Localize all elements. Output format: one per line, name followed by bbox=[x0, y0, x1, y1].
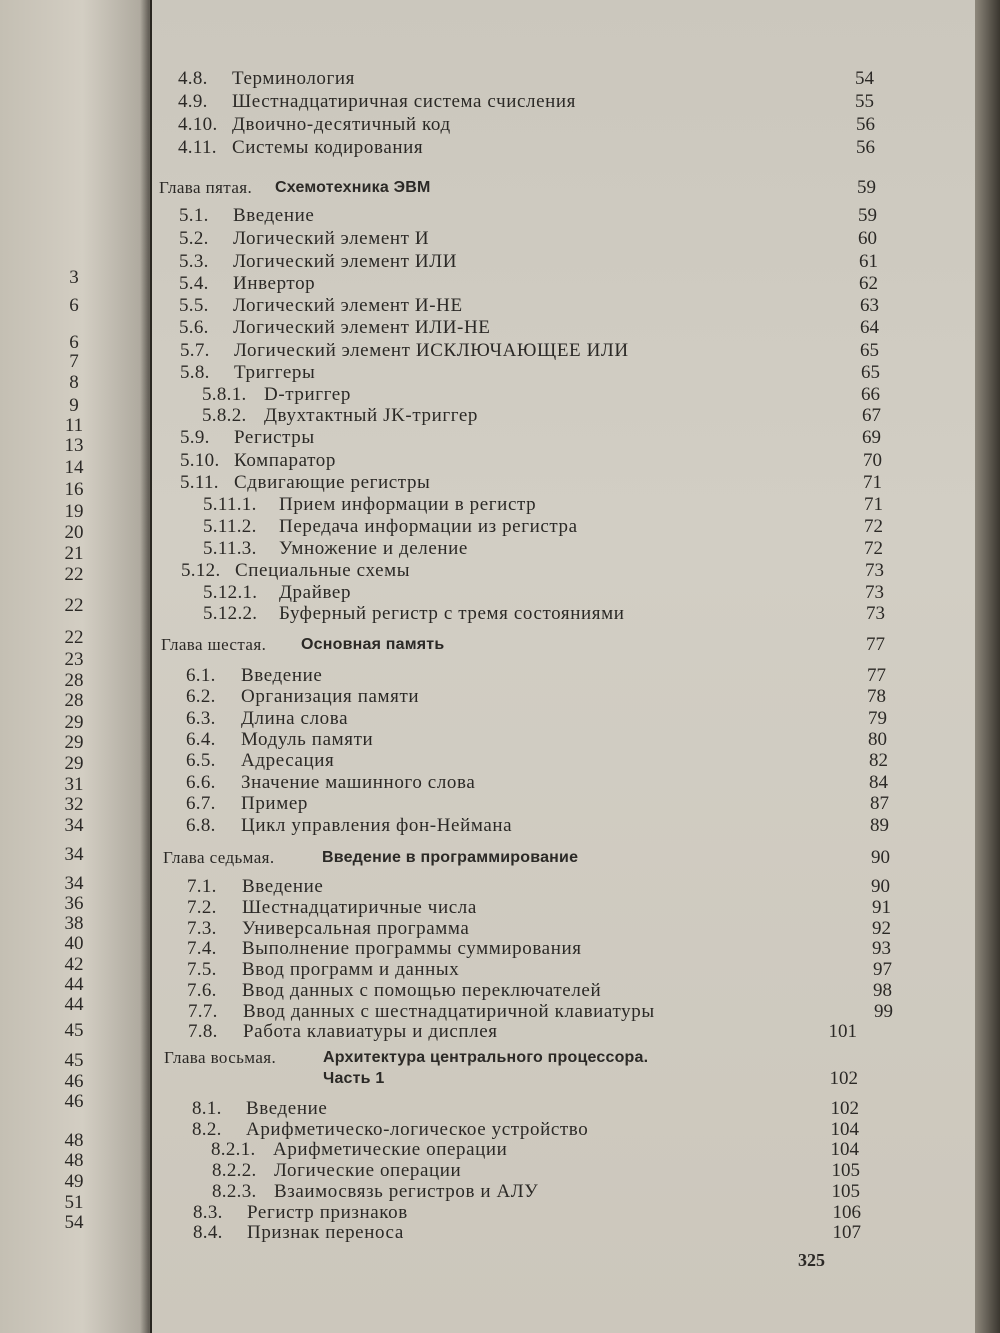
toc-entry bbox=[0, 686, 1000, 708]
section-title: Ввод данных с шестнадцатиричной клавиатуры bbox=[243, 1001, 655, 1022]
section-title: Драйвер bbox=[279, 582, 352, 603]
section-number: 5.12.1. bbox=[203, 582, 258, 603]
page-number: 55 bbox=[855, 91, 874, 112]
page-number: 84 bbox=[869, 772, 888, 793]
left-page-number: 32 bbox=[64, 794, 84, 815]
section-title: Шестнадцатиричные числа bbox=[242, 897, 477, 918]
toc-subentry bbox=[0, 384, 1000, 406]
left-page-number: 34 bbox=[64, 815, 84, 836]
toc-entry bbox=[0, 1098, 1000, 1120]
toc-entry bbox=[0, 772, 1000, 794]
section-title: Системы кодирования bbox=[232, 137, 424, 158]
page-number: 62 bbox=[859, 273, 878, 294]
section-title: Длина слова bbox=[241, 708, 349, 729]
toc-entry bbox=[0, 959, 1000, 981]
page-number: 56 bbox=[856, 114, 875, 135]
section-number: 8.2.3. bbox=[212, 1181, 257, 1202]
page-number: 102 bbox=[830, 1098, 859, 1119]
left-page-number: 28 bbox=[64, 670, 84, 691]
left-page-number: 20 bbox=[64, 522, 84, 543]
page-number: 90 bbox=[871, 876, 890, 897]
section-number: 7.4. bbox=[187, 938, 217, 959]
page-number: 93 bbox=[872, 938, 891, 959]
chapter-label: Глава пятая. bbox=[159, 178, 253, 197]
page-number: 72 bbox=[864, 516, 883, 537]
page-number: 60 bbox=[858, 228, 877, 249]
page-number: 107 bbox=[832, 1222, 861, 1243]
section-title: Сдвигающие регистры bbox=[234, 472, 431, 493]
left-page-number: 7 bbox=[69, 351, 79, 372]
page-number: 97 bbox=[873, 959, 892, 980]
section-title: Логический элемент ИЛИ bbox=[233, 251, 458, 272]
toc-entry bbox=[0, 340, 1000, 362]
section-number: 7.6. bbox=[187, 980, 217, 1001]
page-number: 71 bbox=[863, 472, 882, 493]
toc-entry bbox=[0, 873, 1000, 898]
chapter-title: Основная память bbox=[301, 636, 445, 653]
section-number: 5.2. bbox=[179, 228, 209, 249]
section-title: Логический элемент И-НЕ bbox=[233, 295, 463, 316]
chapter-heading bbox=[0, 634, 1000, 656]
chapter-label: Глава седьмая. bbox=[163, 848, 275, 867]
left-page-number: 34 bbox=[64, 873, 84, 894]
toc-subentry bbox=[0, 582, 1000, 604]
section-number: 5.11.2. bbox=[203, 516, 257, 537]
chapter-heading bbox=[0, 844, 1000, 869]
toc-subentry bbox=[0, 494, 1000, 516]
section-title: Введение bbox=[242, 876, 324, 897]
page-number: 78 bbox=[867, 686, 886, 707]
left-page-number: 22 bbox=[64, 595, 84, 616]
page-number: 80 bbox=[868, 729, 887, 750]
toc-entry bbox=[0, 560, 1000, 582]
section-title: Инвертор bbox=[233, 273, 316, 294]
section-title: D-триггер bbox=[264, 384, 351, 405]
toc-entry bbox=[0, 427, 1000, 449]
section-number: 4.8. bbox=[178, 68, 208, 89]
left-page-number: 23 bbox=[64, 649, 84, 670]
left-page-number: 22 bbox=[64, 627, 84, 648]
section-number: 5.11. bbox=[180, 472, 219, 493]
left-page-number: 51 bbox=[64, 1192, 84, 1213]
section-title: Терминология bbox=[232, 68, 356, 89]
left-page-number: 36 bbox=[64, 893, 84, 914]
page-number: 98 bbox=[873, 980, 892, 1001]
chapter-label: Глава шестая. bbox=[161, 635, 267, 654]
toc-entry bbox=[0, 450, 1000, 472]
left-page-number: 3 bbox=[69, 267, 79, 288]
section-number: 4.11. bbox=[178, 137, 217, 158]
left-page-number: 19 bbox=[64, 501, 84, 522]
left-page-number: 45 bbox=[64, 1020, 84, 1041]
toc-subentry bbox=[0, 516, 1000, 538]
left-page-number: 44 bbox=[64, 974, 84, 995]
section-number: 5.6. bbox=[179, 317, 209, 338]
page-number: 56 bbox=[856, 137, 875, 158]
section-title: Двухтактный JK-триггер bbox=[264, 405, 479, 426]
section-number: 6.6. bbox=[186, 772, 216, 793]
section-number: 7.3. bbox=[187, 918, 217, 939]
section-number: 8.1. bbox=[192, 1098, 222, 1119]
section-number: 5.5. bbox=[179, 295, 209, 316]
section-number: 5.1. bbox=[179, 205, 209, 226]
chapter-title: Архитектура центрального процессора. bbox=[323, 1049, 649, 1066]
section-number: 6.5. bbox=[186, 750, 216, 771]
toc-entry bbox=[0, 1021, 1000, 1043]
section-title: Логические операции bbox=[274, 1160, 462, 1181]
section-number: 6.4. bbox=[186, 729, 216, 750]
chapter-heading bbox=[0, 1047, 1000, 1069]
page-number: 59 bbox=[857, 177, 876, 198]
toc-entry bbox=[0, 114, 1000, 136]
section-title: Цикл управления фон-Неймана bbox=[241, 815, 513, 836]
section-title: Регистр признаков bbox=[247, 1202, 408, 1223]
left-page-number: 13 bbox=[64, 435, 84, 456]
page-number: 92 bbox=[872, 918, 891, 939]
section-title: Взаимосвязь регистров и АЛУ bbox=[274, 1181, 539, 1202]
chapter-title: Введение в программирование bbox=[322, 849, 579, 866]
toc-entry bbox=[0, 918, 1000, 940]
toc-entry bbox=[0, 1222, 1000, 1244]
section-title: Пример bbox=[241, 793, 308, 814]
left-page-number: 49 bbox=[64, 1171, 84, 1192]
page-number: 54 bbox=[855, 68, 874, 89]
section-number: 8.2.1. bbox=[211, 1139, 256, 1160]
left-page-number: 29 bbox=[64, 753, 84, 774]
section-number: 5.11.1. bbox=[203, 494, 257, 515]
toc-entry bbox=[0, 251, 1000, 273]
page-number: 66 bbox=[861, 384, 880, 405]
page-number: 89 bbox=[870, 815, 889, 836]
left-page-number: 14 bbox=[64, 457, 84, 478]
section-title: Введение bbox=[241, 665, 323, 686]
left-page-number: 6 bbox=[69, 295, 79, 316]
toc-subentry bbox=[0, 1160, 1000, 1182]
left-page-number: 45 bbox=[64, 1050, 84, 1071]
section-number: 6.7. bbox=[186, 793, 216, 814]
toc-entry bbox=[0, 228, 1000, 250]
toc-entry bbox=[0, 472, 1000, 494]
section-number: 5.7. bbox=[180, 340, 210, 361]
section-number: 5.12. bbox=[181, 560, 221, 581]
page-number: 82 bbox=[869, 750, 888, 771]
chapter-title: Часть 1 bbox=[323, 1070, 385, 1087]
page-number: 59 bbox=[858, 205, 877, 226]
toc-subentry bbox=[0, 1181, 1000, 1203]
section-number: 6.3. bbox=[186, 708, 216, 729]
section-title: Значение машинного слова bbox=[241, 772, 476, 793]
section-title: Прием информации в регистр bbox=[279, 494, 537, 515]
toc-entry bbox=[0, 980, 1000, 1002]
left-page-number: 38 bbox=[64, 913, 84, 934]
left-page-number: 11 bbox=[64, 415, 84, 436]
toc-entry bbox=[0, 665, 1000, 687]
toc-entry bbox=[0, 729, 1000, 751]
toc-entry bbox=[0, 1119, 1000, 1141]
toc-subentry bbox=[0, 405, 1000, 427]
left-page-number: 34 bbox=[64, 844, 84, 865]
section-number: 4.9. bbox=[178, 91, 208, 112]
left-page-number: 29 bbox=[64, 732, 84, 753]
page-number: 99 bbox=[874, 1001, 893, 1022]
section-title: Шестнадцатиричная система счисления bbox=[232, 91, 577, 112]
left-page-number: 48 bbox=[64, 1150, 84, 1171]
section-number: 5.11.3. bbox=[203, 538, 257, 559]
page-number: 77 bbox=[866, 634, 885, 655]
left-page-number: 44 bbox=[64, 994, 84, 1015]
page-number: 69 bbox=[862, 427, 881, 448]
section-number: 7.5. bbox=[187, 959, 217, 980]
left-page-number: 31 bbox=[64, 774, 84, 795]
page-number: 73 bbox=[866, 603, 885, 624]
section-title: Регистры bbox=[234, 427, 315, 448]
toc-entry bbox=[0, 897, 1000, 919]
section-title: Работа клавиатуры и дисплея bbox=[243, 1021, 498, 1042]
left-page-number: 54 bbox=[64, 1212, 84, 1233]
section-title: Модуль памяти bbox=[241, 729, 374, 750]
section-title: Выполнение программы суммирования bbox=[242, 938, 582, 959]
section-title: Ввод данных с помощью переключателей bbox=[242, 980, 602, 1001]
section-number: 4.10. bbox=[178, 114, 218, 135]
section-number: 7.8. bbox=[188, 1021, 218, 1042]
section-title: Двоично-десятичный код bbox=[232, 114, 451, 135]
section-title: Логический элемент И bbox=[233, 228, 430, 249]
chapter-title: Схемотехника ЭВМ bbox=[275, 179, 431, 196]
section-number: 8.3. bbox=[193, 1202, 223, 1223]
section-title: Буферный регистр с тремя состояниями bbox=[279, 603, 625, 624]
section-title: Универсальная программа bbox=[242, 918, 470, 939]
left-page-number: 46 bbox=[64, 1071, 84, 1092]
left-page-number: 48 bbox=[64, 1130, 84, 1151]
page-folio: 325 bbox=[798, 1250, 825, 1270]
page-number: 64 bbox=[860, 317, 879, 338]
section-title: Триггеры bbox=[234, 362, 316, 383]
left-page-number: 22 bbox=[64, 564, 84, 585]
left-page-number: 42 bbox=[64, 954, 84, 975]
section-title: Ввод программ и данных bbox=[242, 959, 460, 980]
section-title: Введение bbox=[233, 205, 315, 226]
toc-entry bbox=[0, 1001, 1000, 1023]
page-number: 70 bbox=[863, 450, 882, 471]
page-number: 106 bbox=[832, 1202, 861, 1223]
left-page-number: 8 bbox=[69, 372, 79, 393]
left-page-number: 28 bbox=[64, 690, 84, 711]
toc-entry bbox=[0, 273, 1000, 295]
section-title: Передача информации из регистра bbox=[279, 516, 578, 537]
toc-entry bbox=[0, 68, 1000, 90]
page-number: 90 bbox=[871, 847, 890, 868]
page-number: 65 bbox=[861, 362, 880, 383]
left-page-number: 46 bbox=[64, 1091, 84, 1112]
section-title: Умножение и деление bbox=[279, 538, 468, 559]
page-number: 63 bbox=[860, 295, 879, 316]
section-title: Логический элемент ИЛИ-НЕ bbox=[233, 317, 491, 338]
page-number: 104 bbox=[830, 1119, 859, 1140]
section-number: 5.8.1. bbox=[202, 384, 247, 405]
section-title: Признак переноса bbox=[247, 1222, 404, 1243]
toc-entry bbox=[0, 205, 1000, 227]
toc-entry bbox=[0, 91, 1000, 113]
toc-entry bbox=[0, 137, 1000, 159]
toc-entry bbox=[0, 793, 1000, 815]
page-number: 91 bbox=[872, 897, 891, 918]
section-number: 7.7. bbox=[188, 1001, 218, 1022]
toc-entry bbox=[0, 362, 1000, 384]
page-number: 105 bbox=[831, 1160, 860, 1181]
section-title: Адресация bbox=[241, 750, 335, 771]
left-page-number: 40 bbox=[64, 933, 84, 954]
section-title: Введение bbox=[246, 1098, 328, 1119]
section-number: 8.2. bbox=[192, 1119, 222, 1140]
page-number: 73 bbox=[865, 582, 884, 603]
left-page-number: 16 bbox=[64, 479, 84, 500]
chapter-heading bbox=[0, 177, 1000, 199]
toc-entry bbox=[0, 750, 1000, 772]
section-number: 5.4. bbox=[179, 273, 209, 294]
left-page-number: 29 bbox=[64, 712, 84, 733]
page-number: 61 bbox=[859, 251, 878, 272]
toc-subentry bbox=[0, 1139, 1000, 1161]
toc-entry bbox=[0, 708, 1000, 730]
toc-entry bbox=[0, 815, 1000, 837]
section-number: 6.1. bbox=[186, 665, 216, 686]
page-number: 71 bbox=[864, 494, 883, 515]
section-number: 6.2. bbox=[186, 686, 216, 707]
page-number: 104 bbox=[830, 1139, 859, 1160]
page-number: 102 bbox=[829, 1068, 858, 1089]
section-number: 5.8.2. bbox=[202, 405, 247, 426]
section-number: 5.8. bbox=[180, 362, 210, 383]
toc-subentry bbox=[0, 603, 1000, 625]
section-number: 8.4. bbox=[193, 1222, 223, 1243]
page-number: 67 bbox=[862, 405, 881, 426]
toc-entry bbox=[0, 1202, 1000, 1224]
section-number: 5.3. bbox=[179, 251, 209, 272]
section-title: Логический элемент ИСКЛЮЧАЮЩЕЕ ИЛИ bbox=[234, 340, 629, 361]
section-title: Организация памяти bbox=[241, 686, 420, 707]
page-number: 72 bbox=[864, 538, 883, 559]
toc-entry bbox=[0, 295, 1000, 317]
page-number: 73 bbox=[865, 560, 884, 581]
section-number: 7.2. bbox=[187, 897, 217, 918]
section-title: Компаратор bbox=[234, 450, 336, 471]
left-page-number: 6 bbox=[69, 332, 79, 353]
toc-subentry bbox=[0, 538, 1000, 560]
section-title: Специальные схемы bbox=[235, 560, 411, 581]
section-title: Арифметическо-логическое устройство bbox=[246, 1119, 589, 1140]
left-page-number: 21 bbox=[64, 543, 84, 564]
section-number: 5.12.2. bbox=[203, 603, 258, 624]
chapter-label: Глава восьмая. bbox=[164, 1048, 277, 1067]
page-number: 101 bbox=[828, 1021, 857, 1042]
section-title: Арифметические операции bbox=[273, 1139, 508, 1160]
section-number: 5.10. bbox=[180, 450, 220, 471]
section-number: 6.8. bbox=[186, 815, 216, 836]
page-number: 87 bbox=[870, 793, 889, 814]
page-number: 105 bbox=[831, 1181, 860, 1202]
section-number: 5.9. bbox=[180, 427, 210, 448]
page-number: 79 bbox=[868, 708, 887, 729]
toc-entry bbox=[0, 317, 1000, 339]
section-number: 8.2.2. bbox=[212, 1160, 257, 1181]
page-number: 77 bbox=[867, 665, 886, 686]
page-number: 65 bbox=[860, 340, 879, 361]
section-number: 7.1. bbox=[187, 876, 217, 897]
chapter-heading bbox=[0, 1068, 1000, 1090]
left-page-number: 9 bbox=[69, 395, 79, 416]
toc-entry bbox=[0, 938, 1000, 960]
